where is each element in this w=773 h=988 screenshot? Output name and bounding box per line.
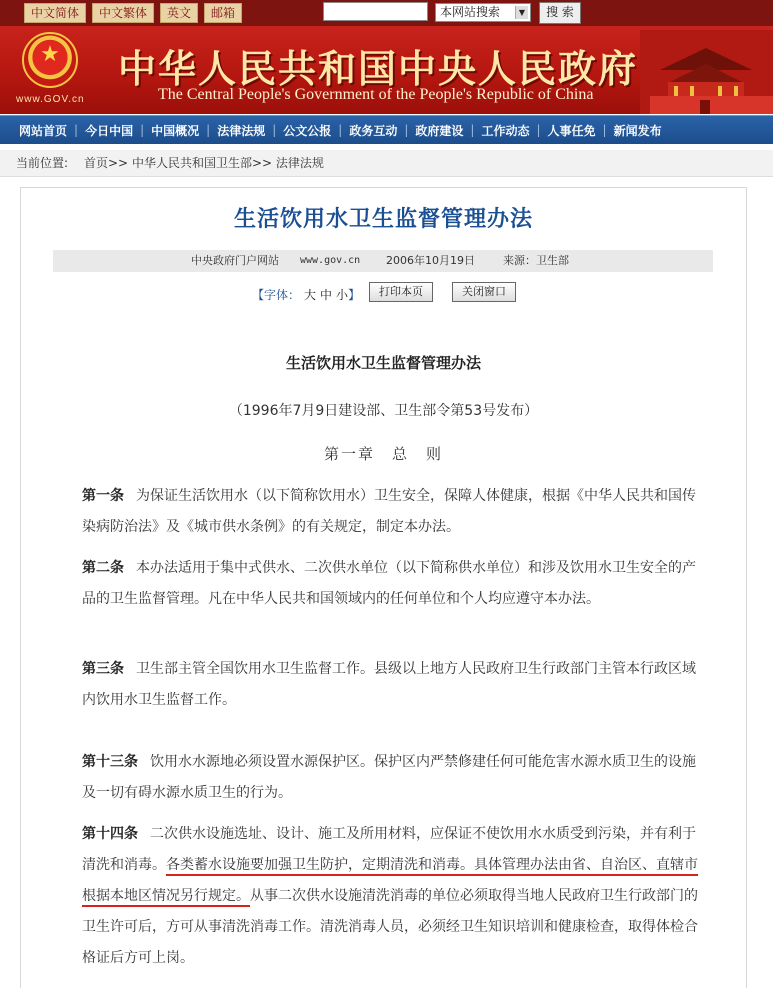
meta-source: 中央政府门户网站 [191, 254, 279, 267]
article-13 [82, 747, 702, 809]
article-1 [82, 481, 702, 543]
search-scope-value: 本网站搜索 [440, 5, 501, 19]
chevron-down-icon: ▼ [515, 6, 528, 19]
article-2-text: 本办法适用于集中式供水、二次供水单位（以下简称供水单位）和涉及饮用水卫生安全的产品的卫生监督管理。凡在中华人民共和国领域内的任何单位和个人均应遵守本办法。 [82, 560, 696, 607]
nav-item-press[interactable]: 新闻发布 [613, 123, 662, 138]
font-size-large[interactable]: 大 [304, 288, 317, 302]
nav-item-appointments[interactable]: 人事任免 [547, 123, 596, 138]
breadcrumb-ministry[interactable]: 中华人民共和国卫生部>> [131, 156, 273, 170]
language-links [24, 3, 242, 23]
lang-link-english[interactable]: 英文 [160, 3, 198, 23]
article-14-text-a: 二次供水设施选址、设计、施工及所用材料，应保证不使饮用水水质受到污染，并有利于清洗和消毒。 [82, 826, 696, 873]
lang-link-mailbox[interactable]: 邮箱 [204, 3, 242, 23]
article-3 [82, 654, 702, 716]
print-button[interactable]: 打印本页 [369, 282, 433, 302]
nav-item-laws[interactable]: 法律法规 [217, 123, 266, 138]
nav-item-china-overview[interactable]: 中国概况 [151, 123, 200, 138]
search-button[interactable]: 搜 索 [539, 2, 581, 24]
article-13-label: 第十三条 [82, 754, 138, 770]
lang-link-traditional[interactable]: 中文繁体 [92, 3, 154, 23]
breadcrumb-laws[interactable]: 法律法规 [275, 156, 324, 170]
close-window-button[interactable]: 关闭窗口 [452, 282, 516, 302]
article-panel [20, 187, 747, 988]
article-13-text: 饮用水水源地必须设置水源保护区。保护区内严禁修建任何可能危害水源水质卫生的设施及一切有碍水源水质卫生的行为。 [82, 754, 696, 801]
font-size-medium[interactable]: 中 [320, 288, 333, 302]
article-14-highlighted-text: 各类蓄水设施要加强卫生防护，定期清洗和消毒。具体管理办法由省、自治区、直辖市根据本地区情况另行规定。 [82, 857, 698, 907]
tiananmen-gate-icon [640, 30, 773, 114]
nav-item-today-china[interactable]: 今日中国 [85, 123, 134, 138]
meta-origin: 来源：卫生部 [503, 254, 569, 267]
nav-item-work-news[interactable]: 工作动态 [481, 123, 530, 138]
article-2 [82, 553, 702, 615]
breadcrumb-label: 当前位置: [16, 156, 69, 170]
nav-item-home[interactable]: 网站首页 [19, 123, 68, 138]
article-14-text-b: 从事二次供水设施清洗消毒的单位必须取得当地人民政府卫生行政部门的卫生许可后，方可从事清洗消毒工作。清洗消毒人员，必须经卫生知识培训和健康检查，取得体检合格证后方可上岗。 [82, 888, 698, 966]
site-domain: www.GOV.cn [16, 94, 85, 105]
search-scope-select[interactable] [435, 3, 531, 22]
lang-link-simplified[interactable]: 中文简体 [24, 3, 86, 23]
article-3-label: 第三条 [82, 661, 124, 677]
article-14 [82, 819, 702, 974]
national-emblem-icon: ★ [22, 32, 78, 88]
nav-item-bulletins[interactable]: 公文公报 [283, 123, 332, 138]
meta-domain: www.gov.cn [300, 255, 361, 266]
search-input[interactable] [323, 2, 428, 21]
breadcrumb [0, 150, 773, 177]
font-size-close-bracket: 】 [348, 288, 361, 302]
article-1-label: 第一条 [82, 488, 124, 504]
site-title: 中华人民共和国中央人民政府 [118, 47, 639, 91]
site-subtitle: The Central People's Government of the People's Republic of China [158, 86, 594, 103]
font-size-label: 【字体： [252, 288, 301, 302]
article-meta-bar [53, 250, 713, 272]
chapter-heading: 第一章 总 则 [323, 445, 443, 463]
font-size-selector [252, 286, 360, 303]
font-size-small[interactable]: 小 [336, 288, 349, 302]
header-banner [0, 26, 773, 114]
meta-date: 2006年10月19日 [386, 254, 475, 267]
nav-item-interaction[interactable]: 政务互动 [349, 123, 398, 138]
article-3-text: 卫生部主管全国饮用水卫生监督工作。县级以上地方人民政府卫生行政部门主管本行政区域内饮用水卫生监督工作。 [82, 661, 696, 708]
breadcrumb-home[interactable]: 首页>> [84, 156, 129, 170]
article-1-text: 为保证生活饮用水（以下简称饮用水）卫生安全，保障人体健康，根据《中华人民共和国传染病防治法》及《城市供水条例》的有关规定，制定本办法。 [82, 488, 696, 535]
main-nav: 网站首页 | 今日中国 | 中国概况 | 法律法规 | 公文公报 | 政务互动 | 政府建设 | 工作动态 | 人事任免 | 新闻发布 [0, 115, 773, 144]
article-14-label: 第十四条 [82, 826, 138, 842]
article-title: 生活饮用水卫生监督管理办法 [233, 207, 533, 232]
document-issue-note: （1996年7月9日建设部、卫生部令第53号发布） [228, 403, 539, 419]
article-2-label: 第二条 [82, 560, 124, 576]
document-title: 生活饮用水卫生监督管理办法 [285, 354, 481, 372]
article-toolbar [21, 282, 746, 304]
top-utility-bar [0, 0, 773, 26]
nav-item-government[interactable]: 政府建设 [415, 123, 464, 138]
